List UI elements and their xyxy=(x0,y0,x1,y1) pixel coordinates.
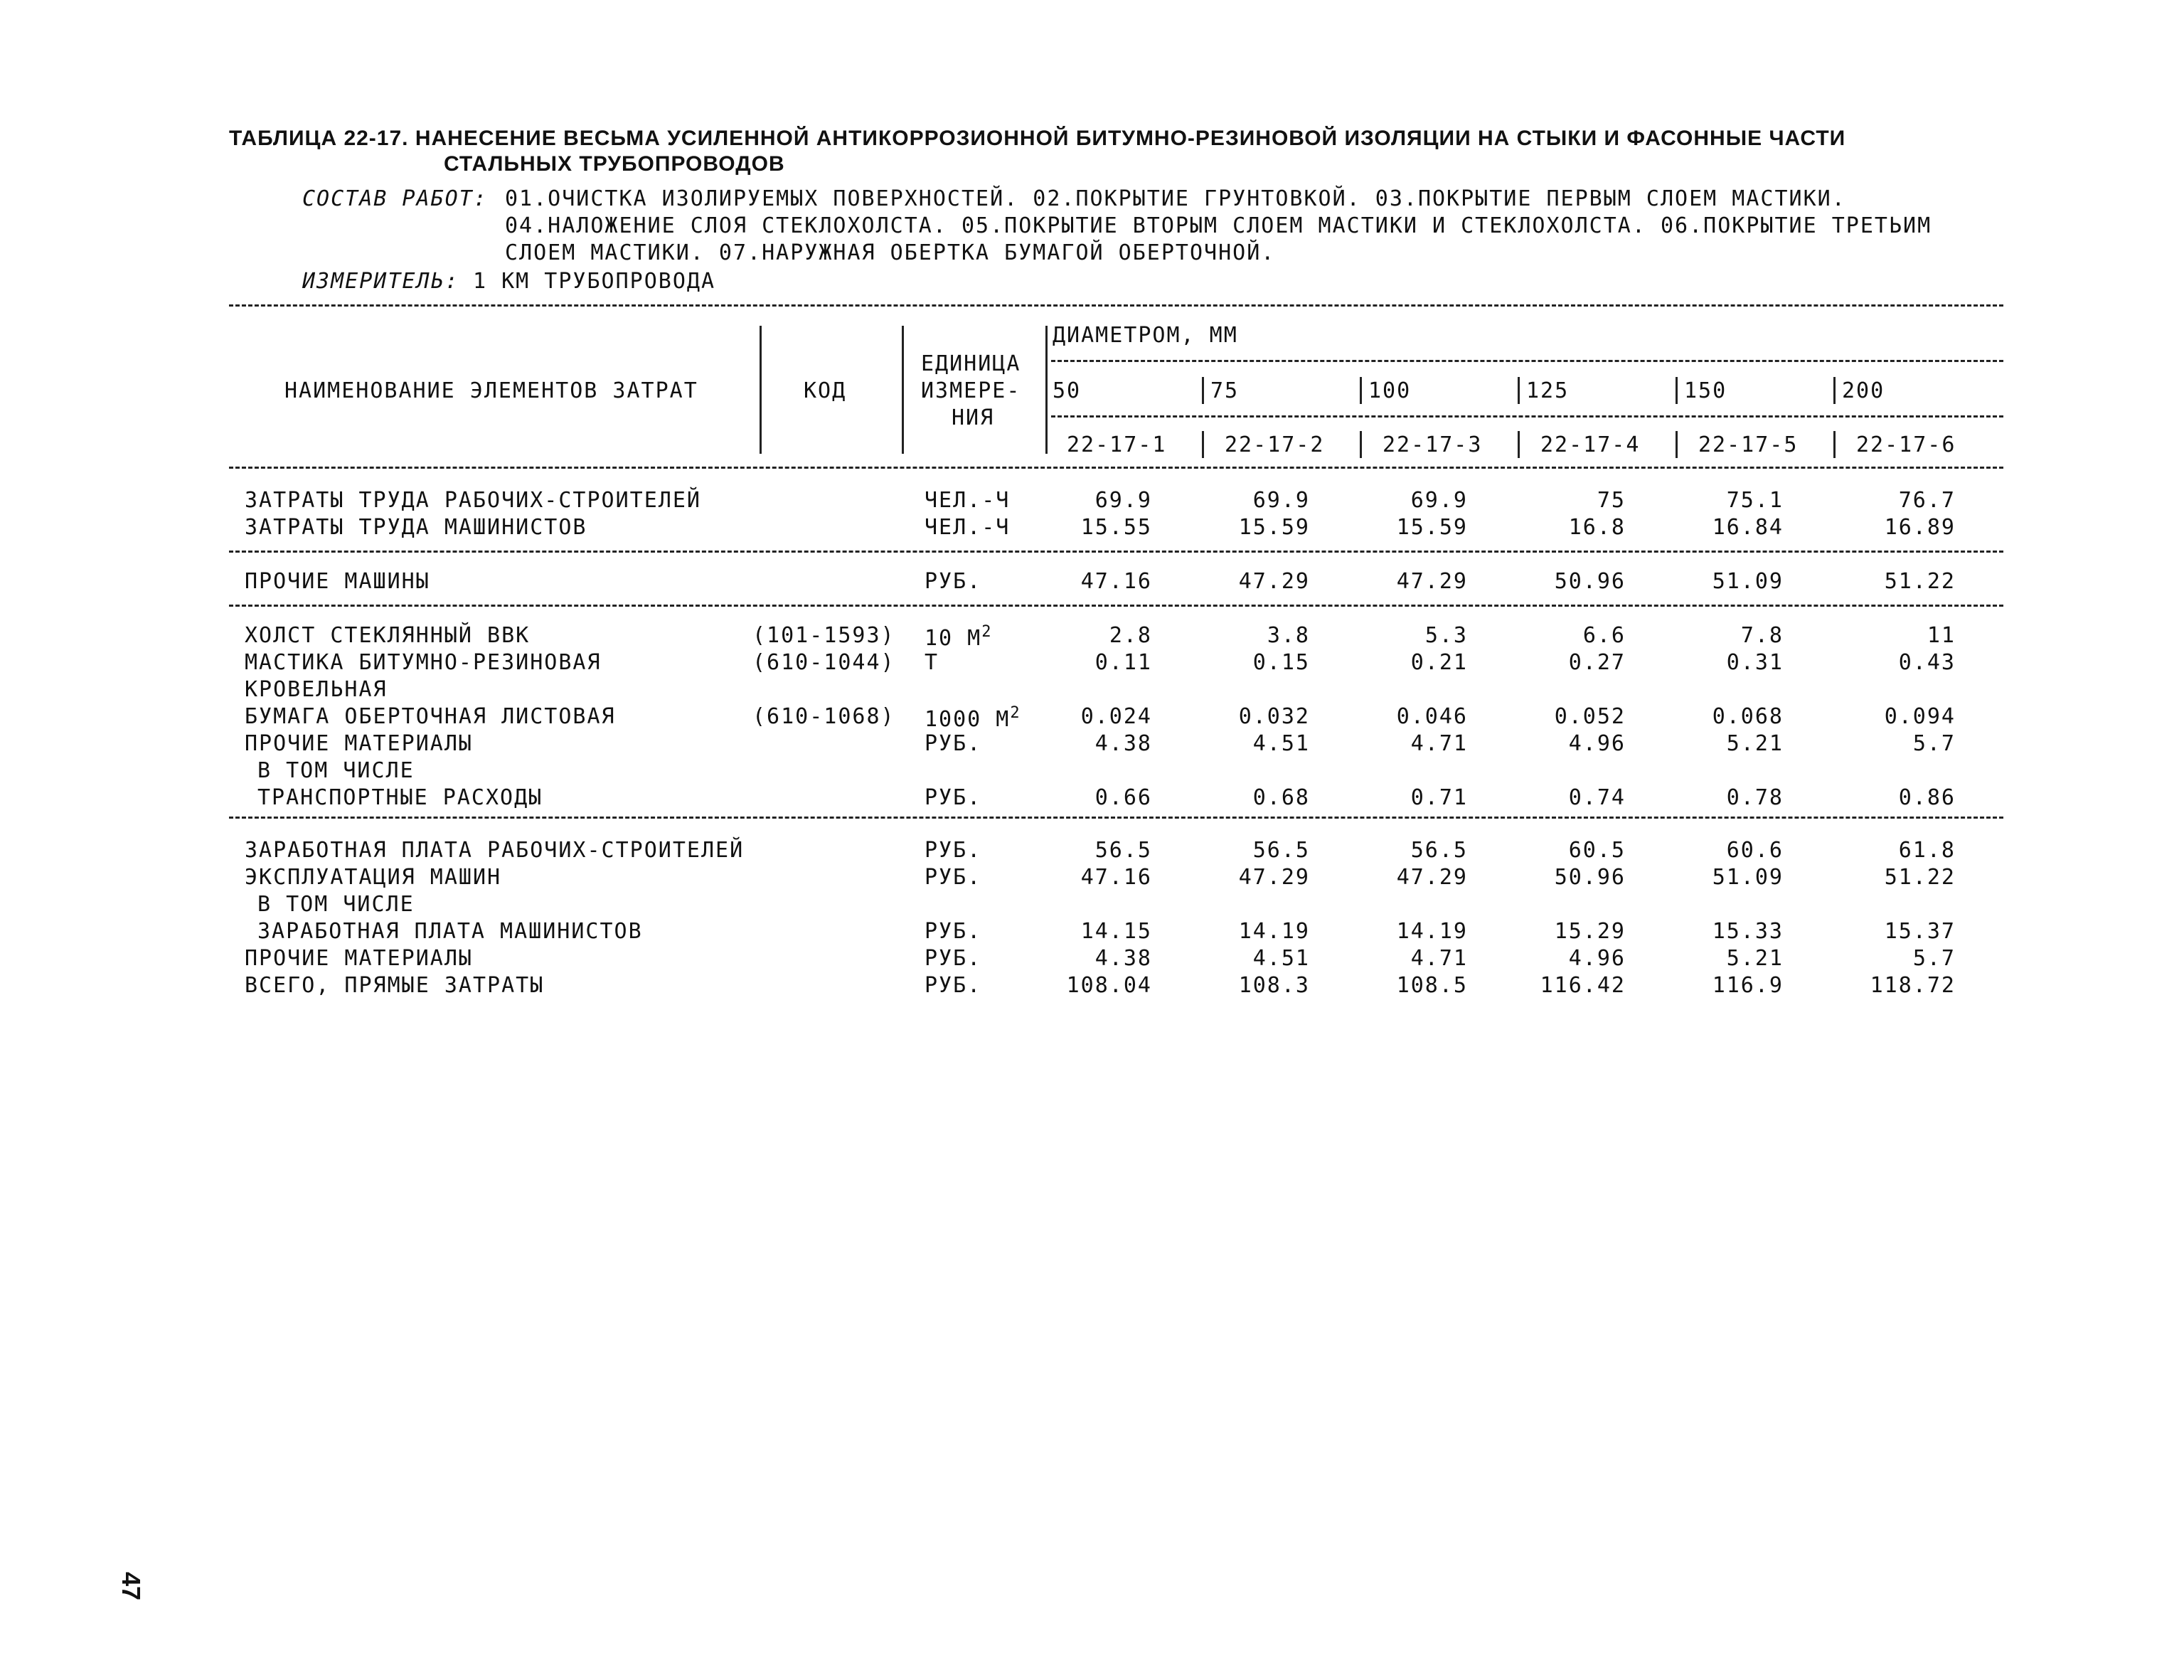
row-value: 4.71 xyxy=(1410,946,1468,971)
row-value: 15.59 xyxy=(1396,515,1468,540)
row-value: 15.29 xyxy=(1554,919,1626,944)
row-value: 50.96 xyxy=(1554,569,1626,594)
work-line-2: 04.НАЛОЖЕНИЕ СЛОЯ СТЕКЛОХОЛСТА. 05.ПОКРЫТИЕ ВТОРЫМ СЛОЕМ МАСТИКИ И СТЕКЛОХОЛСТА. 06.ПОКРЫТИЕ ТРЕТЬИМ xyxy=(505,213,1932,238)
row-value: 16.84 xyxy=(1712,515,1784,540)
header-unit-3: НИЯ xyxy=(952,405,995,430)
row-unit xyxy=(925,569,981,594)
diameter-100: 100 xyxy=(1368,378,1412,403)
row-code: (610-1044) xyxy=(752,650,895,675)
row-value: 0.21 xyxy=(1410,650,1468,675)
pipe-c3 xyxy=(1518,431,1520,458)
row-unit-sup: 2 xyxy=(981,623,993,641)
table-title-line2: СТАЛЬНЫХ ТРУБОПРОВОДОВ xyxy=(444,152,785,176)
row-value: 5.21 xyxy=(1726,946,1784,971)
row-value: 47.29 xyxy=(1238,865,1310,890)
row-value: 0.046 xyxy=(1396,704,1468,729)
row-value: 7.8 xyxy=(1740,623,1784,648)
row-value: 108.04 xyxy=(1066,973,1152,998)
row-unit-text: 1000 М xyxy=(925,707,1011,732)
row-name: КРОВЕЛЬНАЯ xyxy=(245,677,388,702)
row-name: ХОЛСТ СТЕКЛЯННЫЙ ВВК xyxy=(245,623,531,648)
row-name: ТРАНСПОРТНЫЕ РАСХОДЫ xyxy=(257,785,543,810)
rule-diam-mid xyxy=(1051,415,2003,418)
row-value: 51.09 xyxy=(1712,569,1784,594)
table-title: ТАБЛИЦА 22-17. НАНЕСЕНИЕ ВЕСЬМА УСИЛЕННОЙ АНТИКОРРОЗИОННОЙ БИТУМНО-РЕЗИНОВОЙ ИЗОЛЯЦИИ НА СТЫКИ И ФАСОННЫЕ ЧАСТИ xyxy=(229,127,1846,150)
row-unit xyxy=(925,515,1010,540)
row-name: ПРОЧИЕ МАШИНЫ xyxy=(245,569,430,594)
row-value: 0.094 xyxy=(1884,704,1956,729)
row-value: 16.8 xyxy=(1568,515,1626,540)
work-label: СОСТАВ РАБОТ: xyxy=(302,186,488,211)
pipe-unit-diam xyxy=(1045,326,1048,454)
pipe-d2 xyxy=(1360,377,1362,404)
rule-header-bottom xyxy=(229,467,2003,469)
row-unit-text: ЧЕЛ.-Ч xyxy=(925,488,1011,513)
row-value: 0.66 xyxy=(1094,785,1152,810)
row-value: 15.37 xyxy=(1884,919,1956,944)
row-value: 0.032 xyxy=(1238,704,1310,729)
row-value: 2.8 xyxy=(1109,623,1152,648)
pipe-c5 xyxy=(1833,431,1836,458)
row-value: 4.96 xyxy=(1568,946,1626,971)
row-value: 116.9 xyxy=(1712,973,1784,998)
row-value: 4.38 xyxy=(1094,731,1152,756)
code-6: 22-17-6 xyxy=(1856,432,1956,457)
row-unit-text: Т xyxy=(925,650,939,675)
row-value: 11 xyxy=(1927,623,1956,648)
rule-top xyxy=(229,304,2003,307)
measure-label: ИЗМЕРИТЕЛЬ: xyxy=(302,269,459,294)
row-value: 51.09 xyxy=(1712,865,1784,890)
row-unit xyxy=(925,785,981,810)
row-value: 5.3 xyxy=(1424,623,1468,648)
pipe-c2 xyxy=(1360,431,1362,458)
pipe-c4 xyxy=(1676,431,1678,458)
row-unit xyxy=(925,838,981,863)
row-value: 4.96 xyxy=(1568,731,1626,756)
row-name: ЗАРАБОТНАЯ ПЛАТА МАШИНИСТОВ xyxy=(257,919,643,944)
row-value: 47.16 xyxy=(1080,865,1152,890)
diameter-150: 150 xyxy=(1684,378,1727,403)
row-value: 0.71 xyxy=(1410,785,1468,810)
row-value: 14.19 xyxy=(1396,919,1468,944)
row-value: 69.9 xyxy=(1410,488,1468,513)
row-value: 50.96 xyxy=(1554,865,1626,890)
row-value: 116.42 xyxy=(1540,973,1626,998)
work-line-3: СЛОЕМ МАСТИКИ. 07.НАРУЖНАЯ ОБЕРТКА БУМАГОЙ ОБЕРТОЧНОЙ. xyxy=(505,240,1276,265)
row-value: 5.7 xyxy=(1912,946,1956,971)
row-unit-text: РУБ. xyxy=(925,838,982,863)
row-unit xyxy=(925,488,1010,513)
row-value: 4.51 xyxy=(1252,946,1310,971)
row-value: 4.38 xyxy=(1094,946,1152,971)
row-unit-text: ЧЕЛ.-Ч xyxy=(925,515,1011,540)
row-value: 5.21 xyxy=(1726,731,1784,756)
row-value: 51.22 xyxy=(1884,569,1956,594)
diameter-200: 200 xyxy=(1842,378,1885,403)
work-line-1: 01.ОЧИСТКА ИЗОЛИРУЕМЫХ ПОВЕРХНОСТЕЙ. 02.ПОКРЫТИЕ ГРУНТОВКОЙ. 03.ПОКРЫТИЕ ПЕРВЫМ СЛОЕМ МАСТИКИ. xyxy=(505,186,1846,211)
header-unit-1: ЕДИНИЦА xyxy=(921,351,1021,376)
row-value: 0.068 xyxy=(1712,704,1784,729)
code-4: 22-17-4 xyxy=(1540,432,1641,457)
rule-sep-3 xyxy=(229,817,2003,819)
row-value: 0.68 xyxy=(1252,785,1310,810)
row-value: 60.5 xyxy=(1568,838,1626,863)
row-value: 56.5 xyxy=(1410,838,1468,863)
row-name: ЗАТРАТЫ ТРУДА РАБОЧИХ-СТРОИТЕЛЕЙ xyxy=(245,488,701,513)
row-unit-text: РУБ. xyxy=(925,946,982,971)
row-unit-text: РУБ. xyxy=(925,973,982,998)
row-value: 14.15 xyxy=(1080,919,1152,944)
header-diameter: ДИАМЕТРОМ, ММ xyxy=(1053,323,1238,348)
pipe-d1 xyxy=(1202,377,1204,404)
row-value: 47.29 xyxy=(1396,865,1468,890)
header-name: НАИМЕНОВАНИЕ ЭЛЕМЕНТОВ ЗАТРАТ xyxy=(284,378,698,403)
row-value: 0.74 xyxy=(1568,785,1626,810)
row-code: (610-1068) xyxy=(752,704,895,729)
row-name: ПРОЧИЕ МАТЕРИАЛЫ xyxy=(245,946,473,971)
row-unit xyxy=(925,731,981,756)
pipe-c1 xyxy=(1202,431,1204,458)
row-value: 16.89 xyxy=(1884,515,1956,540)
pipe-name-code xyxy=(760,326,762,454)
row-unit xyxy=(925,919,981,944)
row-value: 75.1 xyxy=(1726,488,1784,513)
row-value: 47.29 xyxy=(1238,569,1310,594)
row-value: 0.15 xyxy=(1252,650,1310,675)
row-value: 4.71 xyxy=(1410,731,1468,756)
row-value: 4.51 xyxy=(1252,731,1310,756)
pipe-d5 xyxy=(1833,377,1836,404)
pipe-d4 xyxy=(1676,377,1678,404)
row-value: 0.78 xyxy=(1726,785,1784,810)
code-1: 22-17-1 xyxy=(1067,432,1167,457)
row-value: 0.27 xyxy=(1568,650,1626,675)
row-value: 69.9 xyxy=(1094,488,1152,513)
row-value: 56.5 xyxy=(1094,838,1152,863)
row-unit-text: РУБ. xyxy=(925,919,982,944)
row-name: МАСТИКА БИТУМНО-РЕЗИНОВАЯ xyxy=(245,650,602,675)
row-name: ЗАРАБОТНАЯ ПЛАТА РАБОЧИХ-СТРОИТЕЛЕЙ xyxy=(245,838,745,863)
row-name: В ТОМ ЧИСЛЕ xyxy=(257,758,415,783)
pipe-d3 xyxy=(1518,377,1520,404)
row-value: 14.19 xyxy=(1238,919,1310,944)
row-value: 15.55 xyxy=(1080,515,1152,540)
row-unit xyxy=(925,946,981,971)
page-number: 47 xyxy=(117,1572,146,1601)
row-value: 47.29 xyxy=(1396,569,1468,594)
code-2: 22-17-2 xyxy=(1225,432,1325,457)
code-3: 22-17-3 xyxy=(1383,432,1483,457)
row-unit xyxy=(925,650,939,675)
row-value: 118.72 xyxy=(1870,973,1956,998)
rule-sep-1 xyxy=(229,551,2003,553)
diameter-50: 50 xyxy=(1053,378,1082,403)
row-unit-sup: 2 xyxy=(1010,704,1021,722)
row-name: ЭКСПЛУАТАЦИЯ МАШИН xyxy=(245,865,502,890)
row-value: 15.59 xyxy=(1238,515,1310,540)
row-value: 15.33 xyxy=(1712,919,1784,944)
row-value: 61.8 xyxy=(1898,838,1956,863)
row-unit xyxy=(925,704,1021,732)
row-name: БУМАГА ОБЕРТОЧНАЯ ЛИСТОВАЯ xyxy=(245,704,616,729)
row-value: 51.22 xyxy=(1884,865,1956,890)
row-value: 0.86 xyxy=(1898,785,1956,810)
row-name: В ТОМ ЧИСЛЕ xyxy=(257,892,415,917)
row-unit-text: 10 М xyxy=(925,626,982,651)
row-unit xyxy=(925,973,981,998)
header-unit-2: ИЗМЕРЕ- xyxy=(921,378,1021,403)
row-unit-text: РУБ. xyxy=(925,731,982,756)
row-unit xyxy=(925,623,993,651)
row-value: 0.052 xyxy=(1554,704,1626,729)
row-value: 3.8 xyxy=(1267,623,1310,648)
diameter-125: 125 xyxy=(1526,378,1570,403)
row-value: 75 xyxy=(1597,488,1626,513)
pipe-code-unit xyxy=(902,326,904,454)
row-name: ЗАТРАТЫ ТРУДА МАШИНИСТОВ xyxy=(245,515,587,540)
row-value: 0.31 xyxy=(1726,650,1784,675)
row-unit-text: РУБ. xyxy=(925,785,982,810)
row-unit xyxy=(925,865,981,890)
rule-diam-top xyxy=(1051,360,2003,362)
header-code: КОД xyxy=(804,378,847,403)
row-value: 47.16 xyxy=(1080,569,1152,594)
row-value: 76.7 xyxy=(1898,488,1956,513)
row-value: 108.3 xyxy=(1238,973,1310,998)
rule-sep-2 xyxy=(229,605,2003,607)
row-value: 108.5 xyxy=(1396,973,1468,998)
row-name: ПРОЧИЕ МАТЕРИАЛЫ xyxy=(245,731,473,756)
code-5: 22-17-5 xyxy=(1698,432,1799,457)
row-value: 0.43 xyxy=(1898,650,1956,675)
row-value: 56.5 xyxy=(1252,838,1310,863)
row-code: (101-1593) xyxy=(752,623,895,648)
row-value: 60.6 xyxy=(1726,838,1784,863)
row-value: 5.7 xyxy=(1912,731,1956,756)
row-value: 69.9 xyxy=(1252,488,1310,513)
row-unit-text: РУБ. xyxy=(925,569,982,594)
row-name: ВСЕГО, ПРЯМЫЕ ЗАТРАТЫ xyxy=(245,973,545,998)
row-value: 6.6 xyxy=(1582,623,1626,648)
diameter-75: 75 xyxy=(1210,378,1240,403)
row-value: 0.024 xyxy=(1080,704,1152,729)
row-unit-text: РУБ. xyxy=(925,865,982,890)
measure-value: 1 КМ ТРУБОПРОВОДА xyxy=(473,269,716,294)
row-value: 0.11 xyxy=(1094,650,1152,675)
